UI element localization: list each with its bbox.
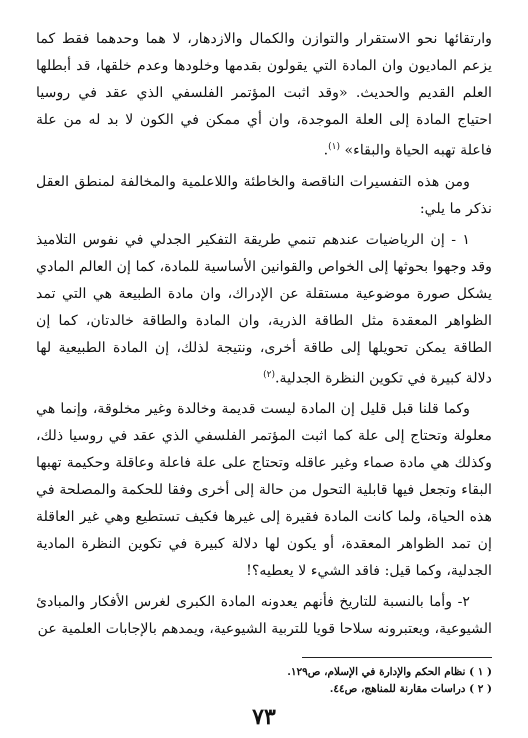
footnote-1: ( ١ ) نظام الحكم والإدارة في الإسلام، ص١٢٩.: [287, 666, 492, 679]
paragraph-3: [36, 227, 492, 393]
footnote-divider: [302, 657, 492, 658]
paragraph-4: [36, 396, 492, 585]
paragraph-4-text: وكما قلنا قبل قليل إن المادة ليست قديمة وخالدة وغير مخلوقة، وإنما هي معلولة وتحتاج إلى علة كما اثبت المؤتمر الفلسفي الذي عقد في روسيا ذلك، وكذلك هي مادة صماء وغير عاقله وتحتاج على علة فاعلة وعاقلة وحكيمة تهبها البقاء وتجعل فيها قابلية التحول من حالة إلى أخرى وفقا للحكمة والمصلحة في هذه الحياة، ولما كانت المادة فقيرة إلى غيرها فكيف تستطيع وهي غير العاقلة إن تمد الظواهر المعقدة، أو يكون لها دلالة كبيرة في تكوين النظرة المادية الجدلية، وكما قيل: فاقد الشيء لا يعطيه؟!: [36, 401, 492, 580]
paragraph-5: [36, 589, 492, 643]
paragraph-1-text: وارتقائها نحو الاستقرار والتوازن والكمال والازدهار، لا هما وحدهما فقط كما يزعم الماديون وان المادة التي يقولون بقدمها وخلودها وعدم خلقها، قد أبطلها العلم القديم والحديث. «وقد اثبت المؤتمر الفلسفي الذي عقد في روسيا احتياج المادة إلى العلة الموجدة، وان أي ممكن في الكون لا بد له من علة فاعلة تهبه الحياة والبقاء»: [36, 31, 492, 159]
paragraph-5-text: ٢- وأما بالنسبة للتاريخ فأنهم يعدونه المادة الكبرى لغرس الأفكار والمبادئ الشيوعية، ويعتبرونه سلاحا قويا للتربية الشيوعية، ويمدهم بالإجابات العلمية عن: [36, 594, 492, 638]
paragraph-1-tail: .: [323, 142, 329, 159]
page-number: ٧٣: [252, 704, 276, 730]
paragraph-3-text: ١ - إن الرياضيات عندهم تنمي طريقة التفكير الجدلي في نفوس التلاميذ وقد وجهوا بحوثها إلى الخواص والقوانين الأساسية للمادة، كما إن العالم المادي يشكل صورة موضوعية مستقلة عن الإدراك، وان مادة الطبيعة هي التي تمد الظواهر المعقدة مثل الطاقة الذرية، وان المادة والطاقة خالدتان، كما إن الطاقة يمكن تحويلها إلى طاقة أخرى، ونتيجة لذلك، إن المادة الطبيعية لها دلالة كبيرة في تكوين النظرة الجدلية.: [36, 231, 492, 387]
footnote-2: ( ٢ ) دراسات مقارنة للمناهج، ص٤٤.: [329, 683, 492, 696]
footnote-ref-2: (٢): [263, 369, 276, 380]
footnote-ref-1: (١): [328, 142, 340, 152]
paragraph-2-text: ومن هذه التفسيرات الناقصة والخاطئة واللاعلمية والمخالفة لمنطق العقل نذكر ما يلي:: [36, 173, 492, 217]
paragraph-2: [36, 169, 492, 223]
paragraph-1: [36, 26, 492, 165]
